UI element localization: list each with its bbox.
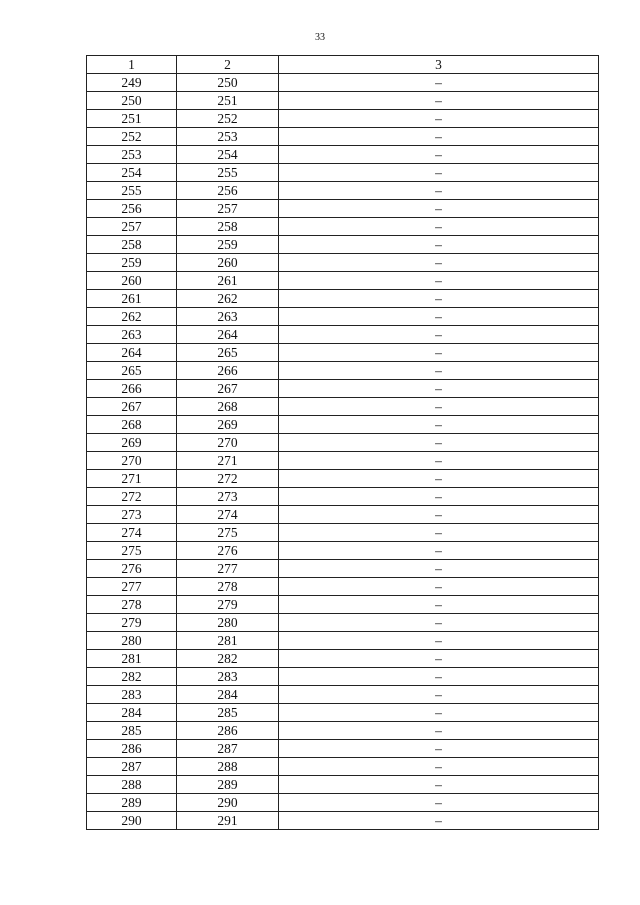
table-cell-col-1: 257 bbox=[87, 218, 177, 236]
table-row bbox=[87, 110, 599, 128]
table-row bbox=[87, 146, 599, 164]
table-cell-col-2: 260 bbox=[177, 254, 279, 272]
table-cell-col-2: 285 bbox=[177, 704, 279, 722]
table-cell-col-3: – bbox=[279, 794, 599, 812]
table-cell-col-3: – bbox=[279, 452, 599, 470]
table-cell-col-2: 250 bbox=[177, 74, 279, 92]
page-number: 33 bbox=[315, 32, 325, 43]
table-row bbox=[87, 434, 599, 452]
table-row bbox=[87, 596, 599, 614]
table-cell-col-2: 257 bbox=[177, 200, 279, 218]
table-row bbox=[87, 812, 599, 830]
table-cell-col-1: 249 bbox=[87, 74, 177, 92]
table-cell-col-1: 276 bbox=[87, 560, 177, 578]
table-row bbox=[87, 650, 599, 668]
table-cell-col-3: – bbox=[279, 560, 599, 578]
table-cell-col-2: 282 bbox=[177, 650, 279, 668]
table-cell-col-3: – bbox=[279, 740, 599, 758]
table-cell-col-2: 256 bbox=[177, 182, 279, 200]
table-cell-col-3: – bbox=[279, 92, 599, 110]
table-row bbox=[87, 326, 599, 344]
table-row bbox=[87, 758, 599, 776]
table-cell-col-1: 259 bbox=[87, 254, 177, 272]
table-cell-col-1: 280 bbox=[87, 632, 177, 650]
table-cell-col-2: 287 bbox=[177, 740, 279, 758]
table-cell-col-3: – bbox=[279, 542, 599, 560]
table-cell-col-2: 283 bbox=[177, 668, 279, 686]
table-cell-col-2: 279 bbox=[177, 596, 279, 614]
column-header-2: 2 bbox=[177, 56, 279, 74]
table-cell-col-1: 277 bbox=[87, 578, 177, 596]
table-cell-col-3: – bbox=[279, 650, 599, 668]
table-cell-col-3: – bbox=[279, 200, 599, 218]
table-cell-col-1: 254 bbox=[87, 164, 177, 182]
table-row bbox=[87, 632, 599, 650]
table-cell-col-1: 266 bbox=[87, 380, 177, 398]
table-cell-col-2: 273 bbox=[177, 488, 279, 506]
table-cell-col-3: – bbox=[279, 236, 599, 254]
table-cell-col-1: 279 bbox=[87, 614, 177, 632]
table-cell-col-1: 272 bbox=[87, 488, 177, 506]
table-cell-col-3: – bbox=[279, 182, 599, 200]
table-cell-col-2: 284 bbox=[177, 686, 279, 704]
table-cell-col-2: 265 bbox=[177, 344, 279, 362]
table-cell-col-1: 274 bbox=[87, 524, 177, 542]
table-cell-col-2: 267 bbox=[177, 380, 279, 398]
table-cell-col-3: – bbox=[279, 812, 599, 830]
table-row bbox=[87, 200, 599, 218]
table-cell-col-2: 266 bbox=[177, 362, 279, 380]
table-cell-col-2: 278 bbox=[177, 578, 279, 596]
column-header-1: 1 bbox=[87, 56, 177, 74]
table-cell-col-2: 274 bbox=[177, 506, 279, 524]
table-cell-col-1: 281 bbox=[87, 650, 177, 668]
table-cell-col-2: 253 bbox=[177, 128, 279, 146]
table-cell-col-3: – bbox=[279, 128, 599, 146]
table-cell-col-3: – bbox=[279, 290, 599, 308]
table-cell-col-2: 272 bbox=[177, 470, 279, 488]
table-cell-col-3: – bbox=[279, 488, 599, 506]
table-row bbox=[87, 668, 599, 686]
table-row bbox=[87, 218, 599, 236]
table-cell-col-2: 251 bbox=[177, 92, 279, 110]
table-cell-col-1: 270 bbox=[87, 452, 177, 470]
table-row bbox=[87, 524, 599, 542]
table-row bbox=[87, 164, 599, 182]
table-cell-col-1: 251 bbox=[87, 110, 177, 128]
table-row bbox=[87, 722, 599, 740]
table-cell-col-2: 275 bbox=[177, 524, 279, 542]
table-cell-col-1: 262 bbox=[87, 308, 177, 326]
table-row bbox=[87, 506, 599, 524]
table-row bbox=[87, 92, 599, 110]
table-cell-col-1: 285 bbox=[87, 722, 177, 740]
table-row bbox=[87, 470, 599, 488]
table-cell-col-3: – bbox=[279, 110, 599, 128]
table-cell-col-3: – bbox=[279, 668, 599, 686]
table-cell-col-2: 291 bbox=[177, 812, 279, 830]
table-cell-col-1: 290 bbox=[87, 812, 177, 830]
table-cell-col-3: – bbox=[279, 344, 599, 362]
table-row bbox=[87, 128, 599, 146]
table-cell-col-2: 268 bbox=[177, 398, 279, 416]
table-cell-col-3: – bbox=[279, 506, 599, 524]
table-cell-col-3: – bbox=[279, 704, 599, 722]
table-cell-col-1: 255 bbox=[87, 182, 177, 200]
table-row bbox=[87, 380, 599, 398]
table-cell-col-2: 263 bbox=[177, 308, 279, 326]
table-cell-col-2: 286 bbox=[177, 722, 279, 740]
table-cell-col-1: 258 bbox=[87, 236, 177, 254]
table-cell-col-1: 271 bbox=[87, 470, 177, 488]
table-row bbox=[87, 560, 599, 578]
table-cell-col-3: – bbox=[279, 434, 599, 452]
table-cell-col-3: – bbox=[279, 524, 599, 542]
table-cell-col-3: – bbox=[279, 776, 599, 794]
table-row bbox=[87, 488, 599, 506]
table-cell-col-2: 271 bbox=[177, 452, 279, 470]
table-row bbox=[87, 740, 599, 758]
table-row bbox=[87, 452, 599, 470]
table-cell-col-2: 261 bbox=[177, 272, 279, 290]
table-cell-col-3: – bbox=[279, 632, 599, 650]
table-cell-col-3: – bbox=[279, 272, 599, 290]
data-table bbox=[86, 55, 599, 830]
table-row bbox=[87, 344, 599, 362]
table-cell-col-3: – bbox=[279, 164, 599, 182]
table-cell-col-2: 252 bbox=[177, 110, 279, 128]
table-row bbox=[87, 236, 599, 254]
table-row bbox=[87, 398, 599, 416]
table-cell-col-3: – bbox=[279, 398, 599, 416]
table-row bbox=[87, 542, 599, 560]
table-cell-col-3: – bbox=[279, 74, 599, 92]
table-cell-col-2: 254 bbox=[177, 146, 279, 164]
table-row bbox=[87, 578, 599, 596]
table-body bbox=[87, 74, 599, 830]
table-row bbox=[87, 794, 599, 812]
table-cell-col-3: – bbox=[279, 146, 599, 164]
table-cell-col-1: 256 bbox=[87, 200, 177, 218]
table-header bbox=[87, 56, 599, 74]
table-cell-col-3: – bbox=[279, 470, 599, 488]
table-cell-col-1: 275 bbox=[87, 542, 177, 560]
table-cell-col-2: 290 bbox=[177, 794, 279, 812]
table-cell-col-3: – bbox=[279, 254, 599, 272]
table-row bbox=[87, 686, 599, 704]
table-cell-col-1: 250 bbox=[87, 92, 177, 110]
table-cell-col-2: 259 bbox=[177, 236, 279, 254]
table-cell-col-1: 265 bbox=[87, 362, 177, 380]
table-row bbox=[87, 182, 599, 200]
table-cell-col-1: 278 bbox=[87, 596, 177, 614]
table-cell-col-2: 270 bbox=[177, 434, 279, 452]
table-cell-col-3: – bbox=[279, 218, 599, 236]
table-cell-col-2: 289 bbox=[177, 776, 279, 794]
table-cell-col-1: 267 bbox=[87, 398, 177, 416]
table-cell-col-1: 284 bbox=[87, 704, 177, 722]
table-cell-col-2: 264 bbox=[177, 326, 279, 344]
table-cell-col-1: 288 bbox=[87, 776, 177, 794]
header-row bbox=[87, 56, 599, 74]
table-cell-col-3: – bbox=[279, 326, 599, 344]
table-cell-col-3: – bbox=[279, 362, 599, 380]
table-cell-col-1: 282 bbox=[87, 668, 177, 686]
table-cell-col-2: 277 bbox=[177, 560, 279, 578]
table-cell-col-1: 289 bbox=[87, 794, 177, 812]
table-cell-col-1: 286 bbox=[87, 740, 177, 758]
table-row bbox=[87, 308, 599, 326]
table-cell-col-2: 288 bbox=[177, 758, 279, 776]
table-cell-col-2: 255 bbox=[177, 164, 279, 182]
table-row bbox=[87, 416, 599, 434]
table-cell-col-2: 280 bbox=[177, 614, 279, 632]
table-cell-col-3: – bbox=[279, 686, 599, 704]
table-cell-col-1: 269 bbox=[87, 434, 177, 452]
table-cell-col-2: 281 bbox=[177, 632, 279, 650]
table-cell-col-2: 258 bbox=[177, 218, 279, 236]
table-cell-col-2: 262 bbox=[177, 290, 279, 308]
table-row bbox=[87, 290, 599, 308]
column-header-3: 3 bbox=[279, 56, 599, 74]
table-cell-col-3: – bbox=[279, 416, 599, 434]
table-cell-col-3: – bbox=[279, 380, 599, 398]
table-cell-col-3: – bbox=[279, 614, 599, 632]
table-row bbox=[87, 704, 599, 722]
table-cell-col-3: – bbox=[279, 722, 599, 740]
table-cell-col-1: 253 bbox=[87, 146, 177, 164]
table-cell-col-3: – bbox=[279, 596, 599, 614]
table-row bbox=[87, 74, 599, 92]
table-cell-col-2: 269 bbox=[177, 416, 279, 434]
table-cell-col-3: – bbox=[279, 308, 599, 326]
table-row bbox=[87, 254, 599, 272]
table-cell-col-1: 260 bbox=[87, 272, 177, 290]
table-cell-col-1: 268 bbox=[87, 416, 177, 434]
table-cell-col-1: 264 bbox=[87, 344, 177, 362]
table-cell-col-1: 273 bbox=[87, 506, 177, 524]
table-cell-col-1: 263 bbox=[87, 326, 177, 344]
table-cell-col-1: 261 bbox=[87, 290, 177, 308]
table-cell-col-2: 276 bbox=[177, 542, 279, 560]
table-cell-col-1: 287 bbox=[87, 758, 177, 776]
table-row bbox=[87, 362, 599, 380]
table-cell-col-3: – bbox=[279, 578, 599, 596]
table-row bbox=[87, 776, 599, 794]
table-cell-col-3: – bbox=[279, 758, 599, 776]
table-cell-col-1: 283 bbox=[87, 686, 177, 704]
table-cell-col-1: 252 bbox=[87, 128, 177, 146]
table-row bbox=[87, 614, 599, 632]
table-row bbox=[87, 272, 599, 290]
